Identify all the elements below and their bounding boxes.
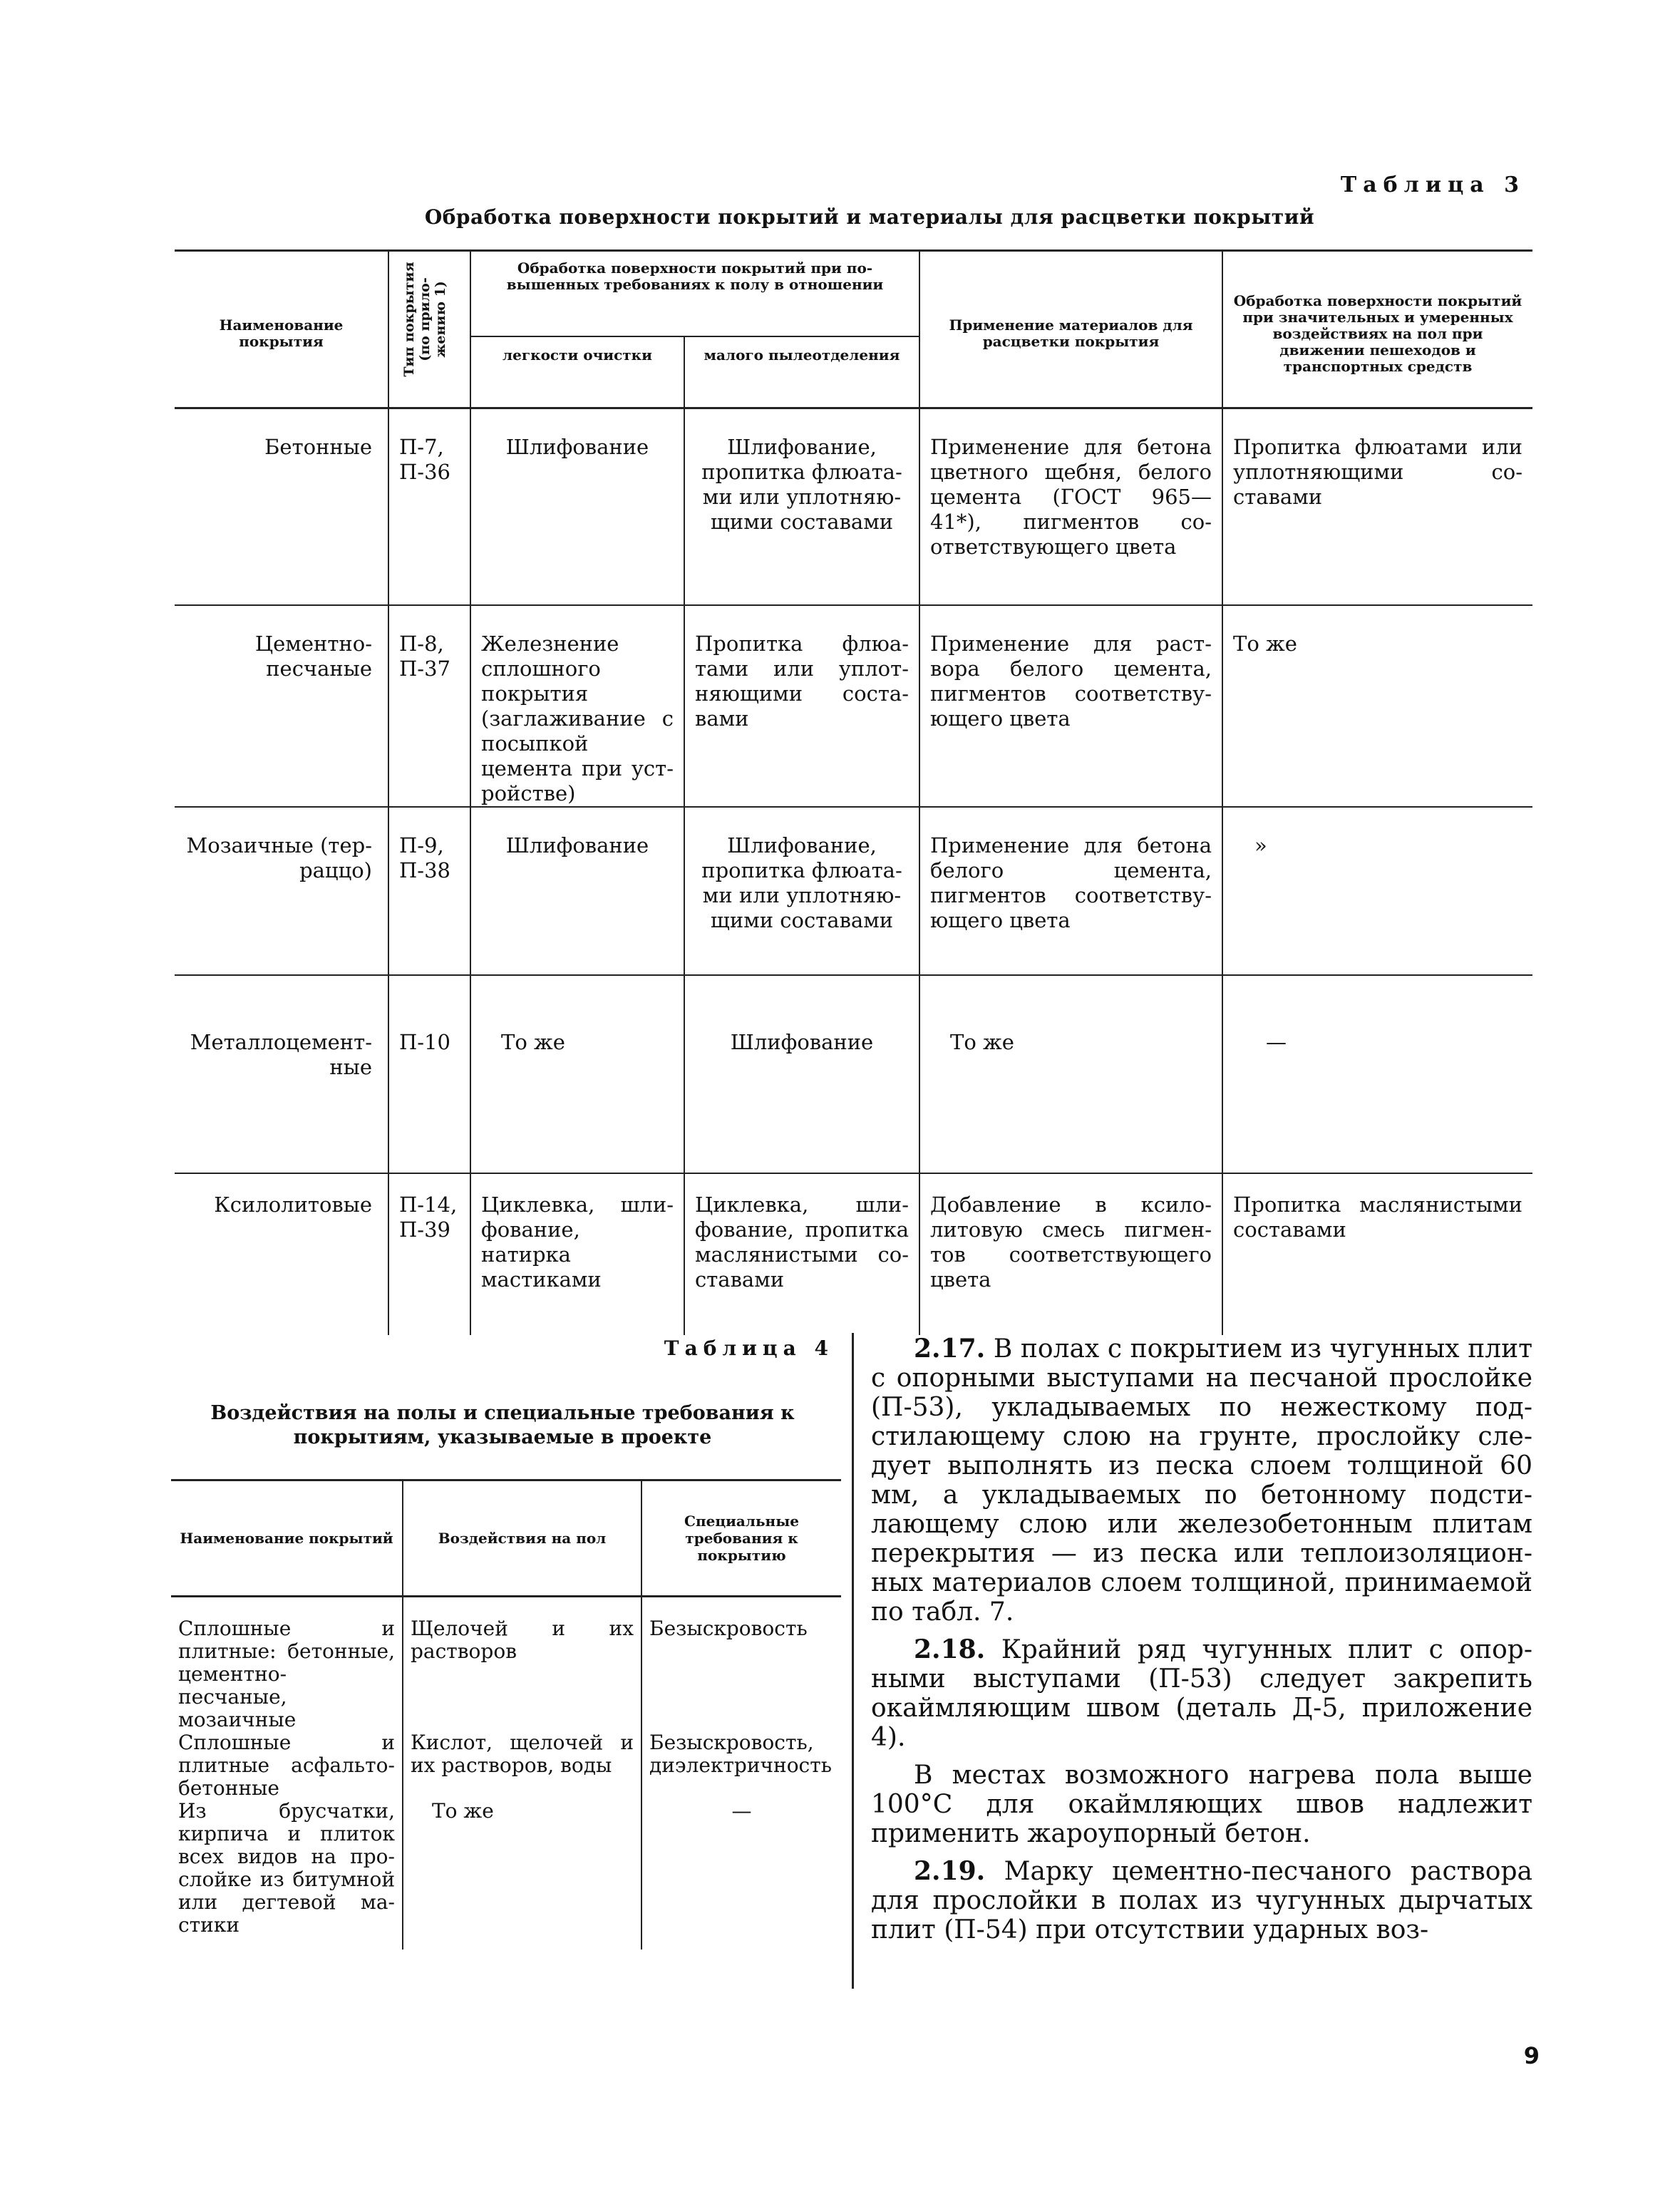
table4-header-impact: Воздействия на пол	[403, 1480, 641, 1597]
column-divider	[852, 1333, 854, 1989]
body-text-column	[871, 1334, 1532, 1953]
table3-header-type	[388, 251, 470, 408]
table4-caption: Таблица 4	[664, 1336, 834, 1360]
table3-title: Обработка поверхности покрытий и материалы для расцветки покрытий	[424, 205, 1315, 229]
table3-header-low-dust: малого пылеотделения	[684, 336, 919, 408]
table4-title: Воздействия на полы и специальные требования к покрытиям, указываемые в проекте	[210, 1402, 795, 1448]
table4-header-name: Наименование покрытий	[171, 1480, 403, 1597]
table3-cell-coloring: Применение для бетона цветного щебня, белого цемента (ГОСТ 965—41*), пигментов соответствующего цвета	[919, 408, 1222, 606]
table3-cell-name: Мозаичные (терраццо)	[175, 807, 388, 975]
paragraph-2-18	[871, 1635, 1532, 1752]
clause-number: 2.19.	[914, 1856, 986, 1886]
table3-cell-type: П-10	[388, 975, 470, 1173]
paragraph-text: В местах возможного нагрева пола выше 100°С для окаймляющих швов надлежит применить жароупорный бетон.	[871, 1761, 1532, 1848]
paragraph-text: Крайний ряд чугунных плит с опорными выступами (П-53) следует закрепить окаймляющим швом (деталь Д-5, приложение 4).	[871, 1635, 1532, 1752]
table3-cell-impact: То же	[1222, 605, 1532, 807]
paragraph-text: В полах с покрытием из чугунных плит с опорными выступами на песчаной прослойке (П-53), укладываемых по нежесткому подстилающему слою на грунте, прослойку следует выполнять из песка слоем толщиной 60 мм, а укладываемых по бетонному подстилающему слою или железобетонным плитам перекрытия — из песка или теплоизоляционных материалов слоем толщиной, принимаемой по табл. 7.	[871, 1334, 1532, 1627]
table3-cell-coloring: Применение для раствора белого цемента, пигментов соответствующего цвета	[919, 605, 1222, 807]
table3-cell-cleaning: Циклевка, шлифование, натирка мастиками	[470, 1173, 684, 1335]
table4-cell-name: Сплошные и плитные асфальтобетонные	[178, 1731, 395, 1800]
table3-cell-type: П-8, П-37	[388, 605, 470, 807]
clause-number: 2.17.	[914, 1334, 986, 1364]
paragraph-text: Марку цементно-песчаного раствора для прослойки в полах из чугунных дырчатых плит (П-54) при отсутствии ударных воз-	[871, 1857, 1532, 1945]
table3-header-name: Наименование покрытия	[175, 251, 388, 408]
table-row	[175, 605, 1532, 807]
paragraph-2-19	[871, 1857, 1532, 1945]
table3-cell-type: П-9, П-38	[388, 807, 470, 975]
table3-cell-coloring: Добавление в ксилолитовую смесь пигментов соответствующего цвета	[919, 1173, 1222, 1335]
table4-cell-impact: Кислот, щелочей и их растворов, воды	[403, 1731, 641, 1800]
table3-cell-cleaning: Шлифование	[470, 807, 684, 975]
table3-cell-impact: —	[1222, 975, 1532, 1173]
table3-cell-impact: Пропитка флюатами или уплотняющими составами	[1222, 408, 1532, 606]
table3-cell-dust: Шлифование	[684, 975, 919, 1173]
table3-cell-type: П-14, П-39	[388, 1173, 470, 1335]
table4-header-requirements: Специальные требования к покрытию	[641, 1480, 841, 1597]
table3-cell-cleaning: То же	[470, 975, 684, 1173]
table-row	[175, 975, 1532, 1173]
clause-number: 2.18.	[914, 1634, 986, 1664]
page-number: 9	[1523, 2042, 1540, 2069]
paragraph-heat	[871, 1761, 1532, 1848]
table3-header-processing: Обработка поверхности покрытий при повышенных требованиях к полу в отношении	[470, 251, 919, 337]
table4-cell-impact: То же	[403, 1800, 641, 1950]
table3-cell-impact: Пропитка маслянистыми составами	[1222, 1173, 1532, 1335]
table4-cell-name: Сплошные и плитные: бетонные, цементно-песчаные, мозаичные	[178, 1617, 395, 1731]
table-row	[175, 807, 1532, 975]
table-row	[171, 1597, 841, 1732]
table4-cell-impact: Щелочей и их растворов	[403, 1597, 641, 1732]
table3-cell-impact: »	[1222, 807, 1532, 975]
table3-cell-dust: Шлифование, пропитка флюатами или уплотняющими составами	[684, 408, 919, 606]
table3-cell-dust: Пропитка флюатами или уплотняющими составами	[684, 605, 919, 807]
table3-header-type-label: Тип покрытия (по приложению 1)	[401, 262, 448, 377]
table3-cell-dust: Циклевка, шлифование, пропитка маслянистыми составами	[684, 1173, 919, 1335]
table3-cell-name: Бетонные	[175, 408, 388, 606]
table3	[175, 249, 1532, 1335]
table3-header-ease-cleaning: легкости очистки	[470, 336, 684, 408]
table-row	[171, 1731, 841, 1800]
table3-cell-name: Металлоцементные	[175, 975, 388, 1173]
table3-cell-cleaning: Шлифование	[470, 408, 684, 606]
table3-cell-dust: Шлифование, пропитка флюатами или уплотняющими составами	[684, 807, 919, 975]
table3-header-coloring: Применение материалов для расцветки покрытия	[919, 251, 1222, 408]
table4-cell-req: Безыскровость, диэлектричность	[641, 1731, 841, 1800]
table3-caption: Таблица 3	[1340, 172, 1525, 197]
paragraph-2-17	[871, 1334, 1532, 1627]
table4-cell-req: —	[641, 1800, 841, 1950]
table-row	[171, 1800, 841, 1950]
table4-cell-req: Безыскровость	[641, 1597, 841, 1732]
table3-header-heavy-impact: Обработка поверхности покрытий при значительных и умеренных воздействиях на пол при движении пешеходов и транспортных средств	[1222, 251, 1532, 408]
table3-cell-name: Ксилолитовые	[214, 1193, 372, 1217]
table3-cell-name: Цементно-песчаные	[175, 605, 388, 807]
table3-cell-cleaning: Железнение сплошного покрытия (заглаживание с посыпкой цемента при устройстве)	[470, 605, 684, 807]
table-row	[175, 1173, 1532, 1335]
table3-cell-type: П-7, П-36	[388, 408, 470, 606]
table-row	[175, 408, 1532, 606]
table3-cell-coloring: То же	[919, 975, 1222, 1173]
table3-cell-coloring: Применение для бетона белого цемента, пигментов соответствующего цвета	[919, 807, 1222, 975]
table4	[171, 1479, 841, 1950]
table4-cell-name: Из брусчатки, кирпича и плиток всех видов на прослойке из битумной или дегтевой мастики	[178, 1799, 395, 1937]
